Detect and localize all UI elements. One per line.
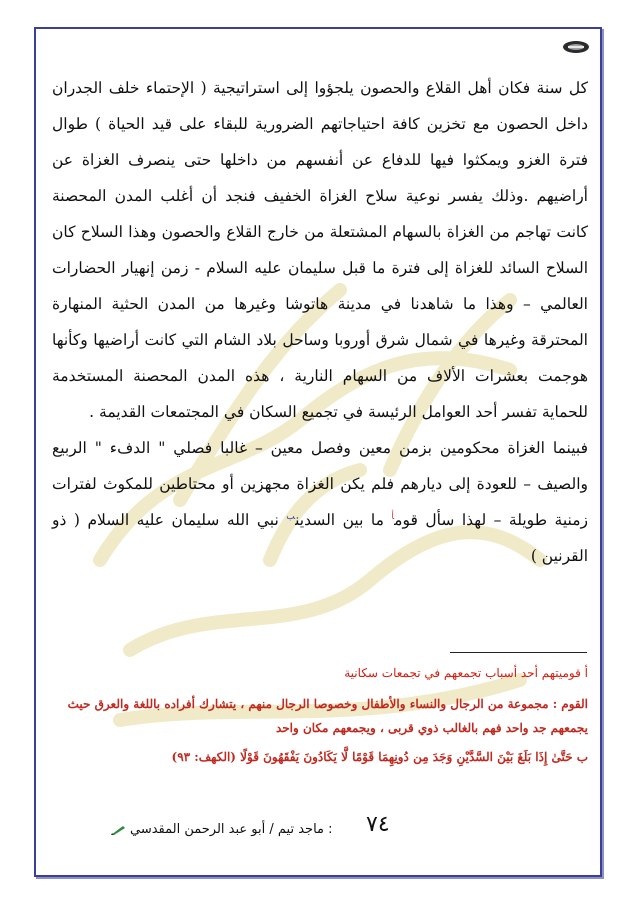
- body-text: [52, 70, 588, 574]
- footnote-a-body: القوم : مجموعة من الرجال والنساء والأطفال وخصوصا الرجال منهم ، يتشارك أفراده باللغة والعرق حيث يجمعهم جد واحد فهم بالغالب ذوي قربى ، ويجمعهم مكان واحد: [67, 697, 588, 735]
- author-name: : ماجد تيم / أبو عبد الرحمن المقدسي: [130, 822, 333, 837]
- footnote-b-body: ب حَتَّىٰ إِذَا بَلَغَ بَيْنَ السَّدَّيْنِ وَجَدَ مِن دُونِهِمَا قَوْمًا لَّا يَكَادُونَ يَفْقَهُونَ قَوْلًا (الكهف: ٩٣): [171, 750, 588, 764]
- book-logo-icon: [562, 40, 590, 54]
- footnote-marker-a: أ: [391, 511, 395, 522]
- paragraph-1: كل سنة فكان أهل القلاع والحصون يلجؤوا إلى استراتيجية ( الإحتماء خلف الجدران داخل الحصون مع تخزين كافة احتياجاتهم الضرورية للبقاء على قيد الحياة ) طوال فترة الغزو ويمكثوا فيها للدفاع عن أنفسهم من داخلها حتى ينصرف الغزاة عن أراضيهم .وذلك يفسر نوعية سلاح الغزاة الخفيف فنجد أن أغلب المدن المحصنة كانت تهاجم من الغزاة بالسهام المشتعلة من خارج القلاع والحصون وهذا السلاح كان السلاح السائد للغزاة إلى فترة ما قبل سليمان عليه السلام - زمن إنهيار الحضارات العالمي – وهذا ما شاهدنا في مدينة هاتوشا وغيرها من المدن الحثية المنهارة المحترقة وغيرها في شمال شرق أوروبا وساحل بلاد الشام التي كانت أراضيها وكأنها هوجمت بعشرات الألاف من السهام النارية ، هذه المدن المحصنة المستخدمة للحماية تفسر أحد العوامل الرئيسة في تجميع السكان في المجتمعات القديمة .: [52, 79, 588, 421]
- pen-icon: [110, 824, 126, 836]
- paragraph-2: [52, 430, 588, 574]
- author-line: [110, 822, 333, 837]
- paragraph-2-part-2: ما بين السدين: [295, 511, 392, 529]
- paragraph-2-part-1: فبينما الغزاة محكومين بزمن معين وفصل معين – غالبا فصلي " الدفء " الربيع والصيف – للعودة إلى ديارهم فلم يكن الغزاة مجهزين أو محتاطين للمكوث لفترات زمنية طويلة – لهذا سأل قوم: [52, 439, 588, 529]
- footnote-marker-b: ب: [286, 511, 296, 522]
- page-number: ٧٤: [366, 812, 390, 837]
- footnotes: [52, 660, 588, 770]
- paragraph-2-part-3: نبي الله سليمان عليه السلام ( ذو القرنين ): [52, 511, 588, 565]
- footnote-a-title: أ قوميتهم أحد أسباب تجمعهم في تجمعات سكانية: [344, 666, 588, 680]
- footnote-divider: [450, 652, 587, 653]
